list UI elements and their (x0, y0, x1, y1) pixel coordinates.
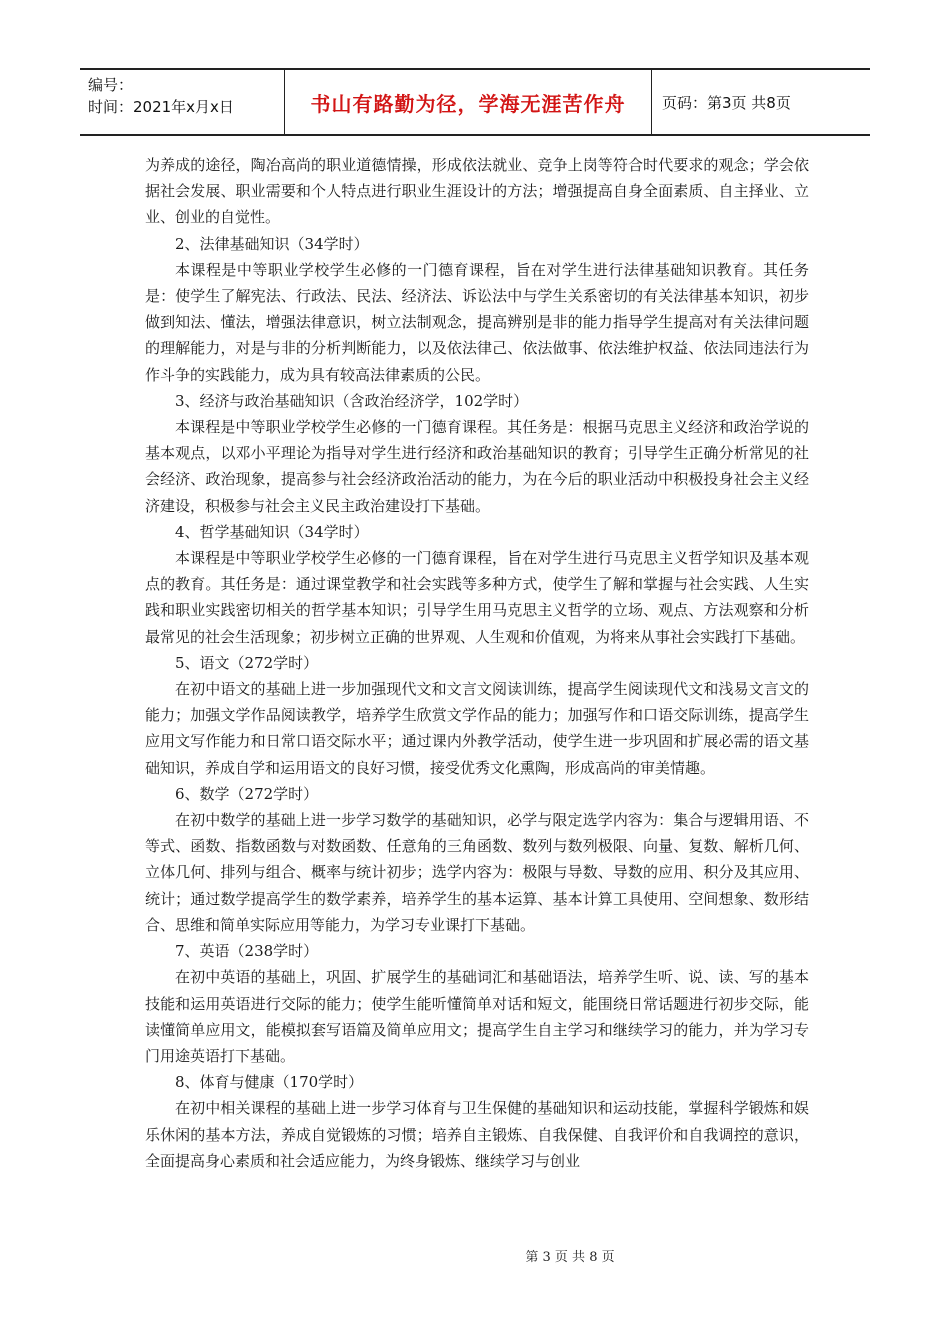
section-heading: 4、哲学基础知识（34学时） (175, 522, 369, 541)
paragraph: 在初中相关课程的基础上进一步学习体育与卫生保健的基础知识和运动技能，掌握科学锻炼和娱乐休闲的基本方法，养成自觉锻炼的习惯；培养自主锻炼、自我保健、自我评价和自我调控的意识，全面提高身心素质和社会适应能力，为终身锻炼、继续学习与创业 (145, 1099, 809, 1170)
section-heading: 6、数学（272学时） (175, 784, 319, 803)
header-motto-cell (284, 70, 652, 134)
section-heading: 2、法律基础知识（34学时） (175, 234, 369, 253)
paragraph: 在初中英语的基础上，巩固、扩展学生的基础词汇和基础语法，培养学生听、说、读、写的基本技能和运用英语进行交际的能力；使学生能听懂简单对话和短文，能围绕日常话题进行初步交际，能读懂简单应用文，能模拟套写语篇及简单应用文；提高学生自主学习和继续学习的能力，并为学习专门用途英语打下基础。 (145, 968, 809, 1065)
paragraph: 本课程是中等职业学校学生必修的一门德育课程，旨在对学生进行马克思主义哲学知识及基本观点的教育。其任务是：通过课堂教学和社会实践等多种方式，使学生了解和掌握与社会实践、人生实践和职业实践密切相关的哲学基本知识；引导学生用马克思主义哲学的立场、观点、方法观察和分析最常见的社会生活现象；初步树立正确的世界观、人生观和价值观，为将来从事社会实践打下基础。 (145, 549, 809, 646)
paragraph: 为养成的途径，陶冶高尚的职业道德情操，形成依法就业、竞争上岗等符合时代要求的观念；学会依据社会发展、职业需要和个人特点进行职业生涯设计的方法；增强提高自身全面素质、自主择业、立业、创业的自觉性。 (145, 156, 809, 227)
section-heading: 8、体育与健康（170学时） (175, 1073, 364, 1092)
paragraph: 在初中数学的基础上进一步学习数学的基础知识，必学与限定选学内容为：集合与逻辑用语、不等式、函数、指数函数与对数函数、任意角的三角函数、数列与数列极限、向量、复数、解析几何、立体几何、排列与组合、概率与统计初步；选学内容为：极限与导数、导数的应用、积分及其应用、统计；通过数学提高学生的数学素养，培养学生的基本运算、基本计算工具使用、空间想象、数形结合、思维和简单实际应用等能力，为学习专业课打下基础。 (145, 811, 809, 934)
section-heading: 3、经济与政治基础知识（含政治经济学，102学时） (175, 391, 529, 410)
paragraph: 本课程是中等职业学校学生必修的一门德育课程。其任务是：根据马克思主义经济和政治学说的基本观点，以邓小平理论为指导对学生进行经济和政治基础知识的教育；引导学生正确分析常见的社会经济、政治现象，提高参与社会经济政治活动的能力，为在今后的职业活动中积极投身社会主义经济建设，积极参与社会主义民主政治建设打下基础。 (145, 418, 809, 515)
page-info-text: 页码：第3页 共8页 (662, 93, 791, 112)
section-heading: 5、语文（272学时） (175, 653, 319, 672)
paragraph: 本课程是中等职业学校学生必修的一门德育课程，旨在对学生进行法律基础知识教育。其任务是：使学生了解宪法、行政法、民法、经济法、诉讼法中与学生关系密切的有关法律基本知识，初步做到知法、懂法，增强法律意识，树立法制观念，提高辨别是非的能力指导学生提高对有关法律问题的理解能力，对是与非的分析判断能力，以及依法律己、依法做事、依法维护权益、依法同违法行为作斗争的实践能力，成为具有较高法律素质的公民。 (145, 260, 809, 384)
header-meta (80, 70, 284, 134)
document-body (145, 152, 809, 1174)
serial-number-label: 编号： (88, 76, 134, 94)
paragraph: 在初中语文的基础上进一步加强现代文和文言文阅读训练，提高学生阅读现代文和浅易文言文的能力；加强文学作品阅读教学，培养学生欣赏文学作品的能力；加强写作和口语交际训练，提高学生应用文写作能力和日常口语交际水平；通过课内外教学活动，使学生进一步巩固和扩展必需的语文基础知识，养成自学和运用语文的良好习惯，接受优秀文化熏陶，形成高尚的审美情趣。 (145, 680, 809, 777)
footer-page-number: 第 3 页 共 8 页 (525, 1250, 615, 1265)
section-heading: 7、英语（238学时） (175, 942, 319, 961)
motto-text: 书山有路勤为径，学海无涯苦作舟 (310, 91, 626, 116)
document-header (80, 68, 870, 136)
date-label: 时间：2021年x月x日 (88, 98, 234, 116)
header-page-info-cell (652, 70, 870, 134)
page-footer (0, 1246, 950, 1265)
